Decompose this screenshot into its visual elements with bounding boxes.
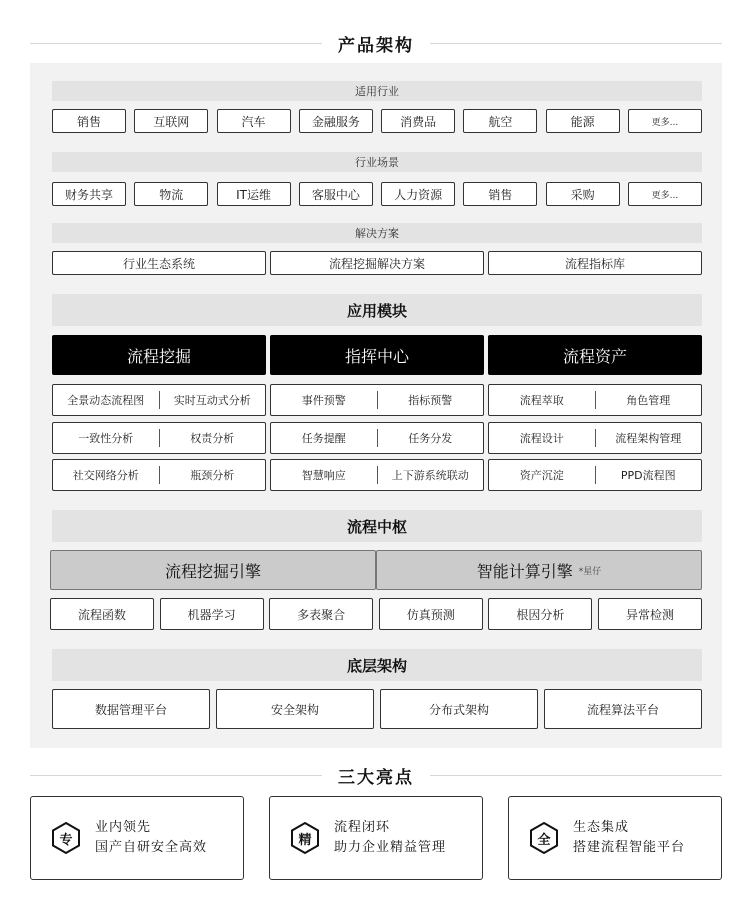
feature-pair	[270, 459, 484, 491]
industries-row	[52, 109, 702, 133]
engine-title: 流程挖掘引擎	[164, 561, 261, 581]
feature-item: 实时互动式分析	[173, 394, 251, 407]
solutions-label: 解决方案	[52, 223, 702, 243]
highlight-text	[573, 818, 685, 858]
solution-chip: 流程挖掘解决方案	[270, 251, 484, 275]
engine-note: *星仔	[578, 566, 602, 577]
highlight-line2: 搭建流程智能平台	[573, 840, 686, 855]
scenario-chip: 客服中心	[299, 182, 373, 206]
feature-pair	[488, 459, 702, 491]
feature-pair	[488, 422, 702, 454]
industry-chip: 消费品	[381, 109, 455, 133]
hexagon-icon	[49, 821, 83, 855]
hexagon-label: 精	[298, 832, 312, 848]
feature-pair	[52, 384, 266, 416]
feature-pair	[52, 459, 266, 491]
highlights-header	[30, 763, 722, 787]
hub-item: 机器学习	[160, 598, 264, 630]
scenario-chip: 销售	[463, 182, 537, 206]
infrastructure-row	[52, 689, 702, 729]
feature-item: 任务提醒	[301, 432, 346, 445]
architecture-panel	[30, 63, 722, 748]
feature-pair	[52, 422, 266, 454]
hexagon-label: 专	[59, 832, 73, 848]
highlights-row	[30, 796, 722, 880]
module-feature-row	[52, 459, 702, 491]
feature-pair	[488, 384, 702, 416]
feature-item: 指标预警	[408, 394, 453, 407]
feature-item: 任务分发	[408, 432, 453, 445]
feature-item: 事件预警	[301, 394, 346, 407]
infrastructure-label: 底层架构	[52, 649, 702, 681]
feature-item: 流程萃取	[519, 394, 564, 407]
feature-item: 社交网络分析	[72, 469, 139, 482]
industry-chip: 互联网	[134, 109, 208, 133]
feature-item: 权责分析	[190, 432, 235, 445]
infrastructure-item: 流程算法平台	[544, 689, 702, 729]
highlight-text	[95, 818, 207, 858]
infrastructure-item: 数据管理平台	[52, 689, 210, 729]
highlight-line2: 助力企业精益管理	[334, 840, 447, 855]
feature-pair	[270, 384, 484, 416]
feature-item: 智慧响应	[301, 469, 346, 482]
industry-chip: 航空	[463, 109, 537, 133]
section-title: 产品架构	[338, 35, 414, 56]
solutions-row	[52, 251, 702, 275]
feature-item: 一致性分析	[78, 432, 134, 445]
feature-item: 角色管理	[626, 394, 671, 407]
hub-item: 异常检测	[598, 598, 702, 630]
highlight-text	[334, 818, 446, 858]
highlight-line2: 国产自研安全高效	[95, 840, 208, 855]
module-process-assets: 流程资产	[488, 335, 702, 375]
scenarios-label: 行业场景	[52, 152, 702, 172]
hexagon-icon	[288, 821, 322, 855]
more-industries-chip: 更多...	[628, 109, 702, 133]
process-hub-label: 流程中枢	[52, 510, 702, 542]
industry-chip: 能源	[546, 109, 620, 133]
industries-label: 适用行业	[52, 81, 702, 101]
hub-item: 仿真预测	[379, 598, 483, 630]
highlight-line1: 生态集成	[573, 820, 630, 835]
industry-chip: 销售	[52, 109, 126, 133]
engine-intelligent-computing	[376, 550, 702, 590]
module-process-mining: 流程挖掘	[52, 335, 266, 375]
feature-item: 资产沉淀	[519, 469, 564, 482]
hub-item: 根因分析	[488, 598, 592, 630]
highlight-line1: 业内领先	[95, 820, 152, 835]
more-scenarios-chip: 更多...	[628, 182, 702, 206]
divider-line	[430, 43, 722, 44]
infrastructure-item: 分布式架构	[380, 689, 538, 729]
feature-item: 上下游系统联动	[391, 469, 469, 482]
solution-chip: 行业生态系统	[52, 251, 266, 275]
hexagon-icon	[527, 821, 561, 855]
scenario-chip: 人力资源	[381, 182, 455, 206]
highlight-card	[508, 796, 722, 880]
module-feature-row	[52, 422, 702, 454]
engines-row	[50, 550, 702, 590]
scenario-chip: IT运维	[217, 182, 291, 206]
scenario-chip: 物流	[134, 182, 208, 206]
app-modules-label: 应用模块	[52, 294, 702, 326]
hub-item: 多表聚合	[269, 598, 373, 630]
divider-line	[430, 775, 722, 776]
module-feature-row	[52, 384, 702, 416]
feature-item: 全景动态流程图	[67, 394, 145, 407]
solution-chip: 流程指标库	[488, 251, 702, 275]
product-architecture-header	[30, 31, 722, 55]
highlight-card	[269, 796, 483, 880]
feature-item: 流程设计	[519, 432, 564, 445]
scenario-chip: 财务共享	[52, 182, 126, 206]
section-title: 三大亮点	[338, 767, 414, 788]
divider-line	[30, 43, 322, 44]
industry-chip: 汽车	[217, 109, 291, 133]
hub-items-row	[50, 598, 702, 630]
scenario-chip: 采购	[546, 182, 620, 206]
hexagon-label: 全	[537, 832, 551, 848]
scenarios-row	[52, 182, 702, 206]
divider-line	[30, 775, 322, 776]
highlight-line1: 流程闭环	[334, 820, 391, 835]
feature-item: 流程架构管理	[615, 432, 682, 445]
highlight-card	[30, 796, 244, 880]
feature-item: 瓶颈分析	[190, 469, 235, 482]
infrastructure-item: 安全架构	[216, 689, 374, 729]
industry-chip: 金融服务	[299, 109, 373, 133]
hub-item: 流程函数	[50, 598, 154, 630]
app-modules-headers	[52, 335, 702, 375]
engine-title: 智能计算引擎	[476, 561, 573, 581]
feature-pair	[270, 422, 484, 454]
feature-item: PPD流程图	[620, 469, 676, 482]
module-command-center: 指挥中心	[270, 335, 484, 375]
engine-process-mining	[50, 550, 376, 590]
